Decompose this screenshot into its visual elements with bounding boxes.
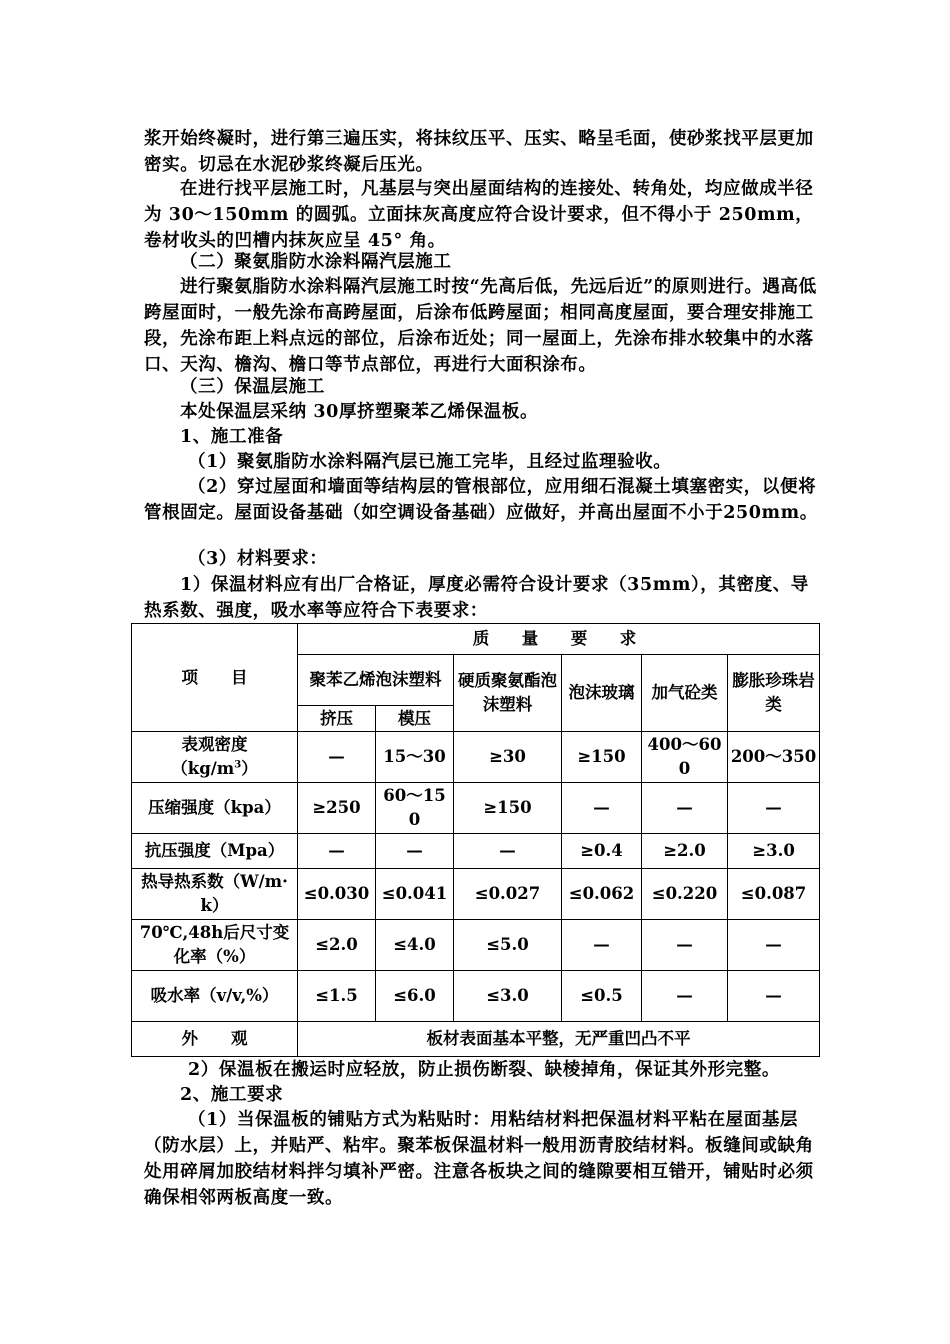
table-cell: 400～600 xyxy=(642,732,728,783)
paragraph-screed-compaction: 浆开始终凝时，进行第三遍压实，将抹纹压平、压实、略呈毛面，使砂浆找平层更加密实。切忌在水泥砂浆终凝后压光。 xyxy=(144,129,814,175)
table-cell: — xyxy=(728,920,820,971)
table-cell: — xyxy=(562,783,642,834)
paragraph-handling: 2）保温板在搬运时应轻放，防止损伤断裂、缺棱掉角，保证其外形完整。 xyxy=(188,1060,780,1080)
table-cell: — xyxy=(562,920,642,971)
header-eps: 聚苯乙烯泡沫塑料 xyxy=(298,655,454,706)
table-cell: — xyxy=(642,920,728,971)
table-cell: — xyxy=(376,834,454,869)
header-foamglass: 泡沫玻璃 xyxy=(562,655,642,732)
table-cell: — xyxy=(298,834,376,869)
header-aerated: 加气砼类 xyxy=(642,655,728,732)
table-cell: ≤0.041 xyxy=(376,869,454,920)
table-row xyxy=(132,732,820,783)
header-molded: 模压 xyxy=(376,706,454,732)
table-cell: ≥2.0 xyxy=(642,834,728,869)
table-cell: ≤0.027 xyxy=(454,869,562,920)
header-perlite: 膨胀珍珠岩类 xyxy=(728,655,820,732)
paragraph-prep-1: （1）聚氨脂防水涂料隔汽层已施工完毕，且经过监理验收。 xyxy=(188,452,672,472)
row-label: 吸水率（v/v,%） xyxy=(132,971,298,1022)
table-cell: ≤2.0 xyxy=(298,920,376,971)
table-row xyxy=(132,783,820,834)
paragraph-bonding-method: （1）当保温板的铺贴方式为粘贴时：用粘结材料把保温材料平粘在屋面基层（防水层）上，并贴严、粘牢。聚苯板保温材料一般用沥青胶结材料。板缝间或缺角处用碎屑加胶结材料拌匀填补严密。注意各板块之间的缝隙要相互错开，铺贴时必须确保相邻两板高度一致。 xyxy=(144,1110,814,1208)
table-cell: ≤5.0 xyxy=(454,920,562,971)
table-cell: ≥3.0 xyxy=(728,834,820,869)
header-extruded: 挤压 xyxy=(298,706,376,732)
paragraph-prep-3: （3）材料要求： xyxy=(188,549,328,569)
table-cell: ≥30 xyxy=(454,732,562,783)
table-cell: — xyxy=(454,834,562,869)
paragraph-vapor-barrier: 进行聚氨脂防水涂料隔汽层施工时按“先高后低，先远后近”的原则进行。遇高低跨屋面时，一般先涂布高跨屋面，后涂布低跨屋面；相同高度屋面，要合理安排施工段，先涂布距上料点远的部位，后涂布近处；同一屋面上，先涂布排水较集中的水落口、天沟、檐沟、檐口等节点部位，再进行大面积涂布。 xyxy=(144,277,817,375)
table-cell: ≤3.0 xyxy=(454,971,562,1022)
table-row xyxy=(132,920,820,971)
row-label: 压缩强度（kpa） xyxy=(132,783,298,834)
table-cell: ≤0.030 xyxy=(298,869,376,920)
table-cell: ≥150 xyxy=(454,783,562,834)
table-cell: — xyxy=(728,783,820,834)
table-cell: ≤6.0 xyxy=(376,971,454,1022)
heading-preparation: 1、施工准备 xyxy=(180,427,284,447)
paragraph-insulation-board: 本处保温层采纳 30厚挤塑聚苯乙烯保温板。 xyxy=(180,402,539,422)
table-cell: ≥150 xyxy=(562,732,642,783)
table-cell: ≥250 xyxy=(298,783,376,834)
row-label: 外 观 xyxy=(132,1022,298,1057)
table-row xyxy=(132,971,820,1022)
table-row xyxy=(132,1022,820,1057)
table-cell: — xyxy=(642,783,728,834)
table-cell: ≥0.4 xyxy=(562,834,642,869)
table-cell: ≤0.087 xyxy=(728,869,820,920)
heading-insulation: （三）保温层施工 xyxy=(180,377,325,397)
header-item: 项 目 xyxy=(132,624,298,732)
table-cell: — xyxy=(298,732,376,783)
material-spec-table xyxy=(131,623,820,1057)
table-cell: ≤0.062 xyxy=(562,869,642,920)
header-pu: 硬质聚氨酯泡沫塑料 xyxy=(454,655,562,732)
table-cell: ≤4.0 xyxy=(376,920,454,971)
table-cell: ≤0.220 xyxy=(642,869,728,920)
table-row xyxy=(132,834,820,869)
row-label: 70℃,48h后尺寸变化率（%） xyxy=(132,920,298,971)
header-quality: 质 量 要 求 xyxy=(298,624,820,655)
table-cell: — xyxy=(642,971,728,1022)
appearance-value: 板材表面基本平整，无严重凹凸不平 xyxy=(298,1022,820,1057)
table-cell: 200～350 xyxy=(728,732,820,783)
paragraph-material-requirements: 1）保温材料应有出厂合格证，厚度必需符合设计要求（35mm），其密度、导热系数、强度，吸水率等应符合下表要求： xyxy=(144,575,809,621)
table-cell: 60～150 xyxy=(376,783,454,834)
row-label: 热导热系数（W/m·k） xyxy=(132,869,298,920)
table-cell: — xyxy=(728,971,820,1022)
table-row xyxy=(132,869,820,920)
heading-construction-requirements: 2、施工要求 xyxy=(180,1085,284,1105)
paragraph-prep-2: （2）穿过屋面和墙面等结构层的管根部位，应用细石混凝土填塞密实，以便将管根固定。屋面设备基础（如空调设备基础）应做好，并高出屋面不小于250mm。 xyxy=(144,477,818,523)
paragraph-screed-corners: 在进行找平层施工时，凡基层与突出屋面结构的连接处、转角处，均应做成半径为 30～150mm 的圆弧。立面抹灰高度应符合设计要求，但不得小于 250mm，卷材收头的凹槽内抹灰应呈 45° 角。 xyxy=(144,179,814,251)
row-label: 抗压强度（Mpa） xyxy=(132,834,298,869)
heading-vapor-barrier: （二）聚氨脂防水涂料隔汽层施工 xyxy=(180,252,452,272)
table-cell: 15～30 xyxy=(376,732,454,783)
row-label: 表观密度 $(kg/m^3)$ xyxy=(132,732,298,783)
table-cell: ≤0.5 xyxy=(562,971,642,1022)
table-cell: ≤1.5 xyxy=(298,971,376,1022)
